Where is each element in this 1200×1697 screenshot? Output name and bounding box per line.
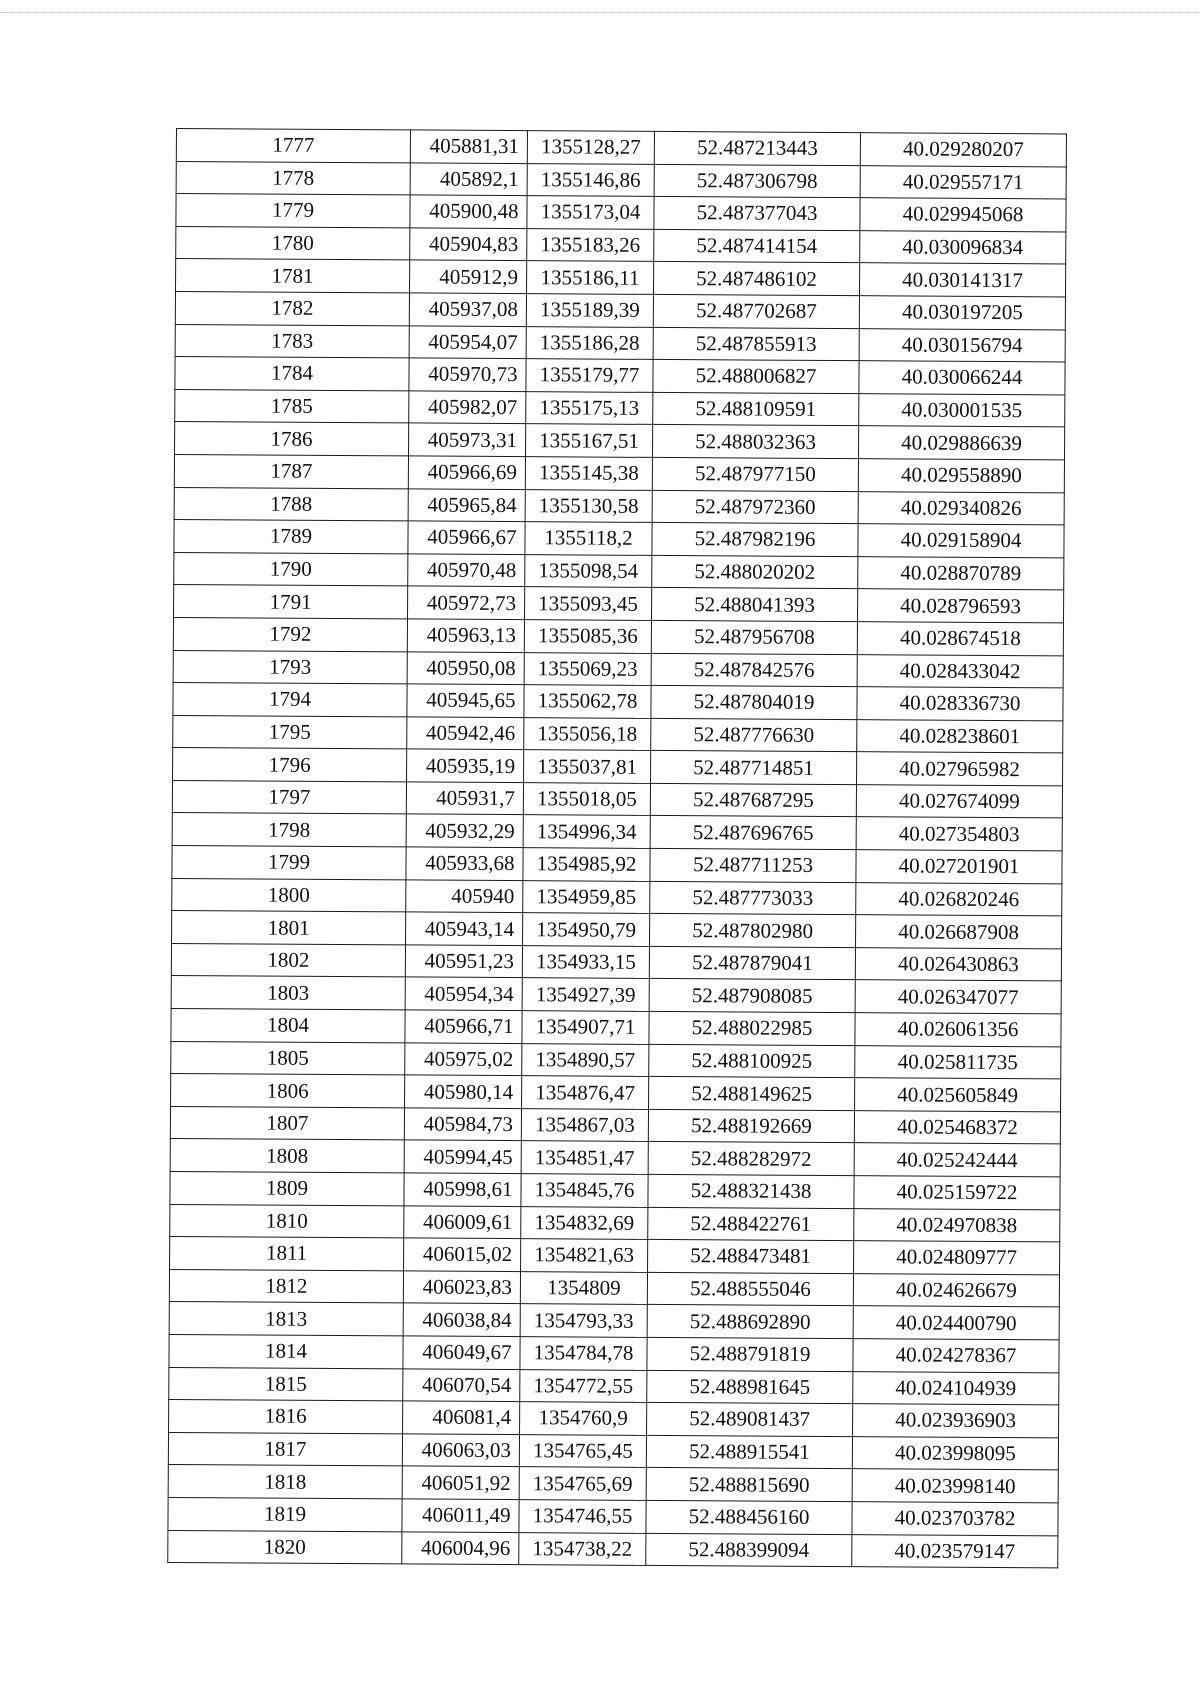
- y-coordinate-cell: 1354907,71: [522, 1011, 649, 1044]
- point-number-cell: 1794: [173, 683, 407, 717]
- longitude-cell: 40.029557171: [860, 165, 1066, 199]
- latitude-cell: 52.488321438: [648, 1174, 854, 1208]
- latitude-cell: 52.487377043: [654, 197, 860, 231]
- y-coordinate-cell: 1354950,79: [523, 913, 650, 946]
- table-row: [168, 1530, 1058, 1568]
- y-coordinate-cell: 1354867,03: [521, 1108, 648, 1141]
- table-row: [171, 976, 1061, 1014]
- table-row: [173, 650, 1063, 688]
- longitude-cell: 40.028870789: [858, 556, 1064, 590]
- longitude-cell: 40.024970838: [854, 1208, 1060, 1242]
- table-row: [170, 1204, 1060, 1242]
- y-coordinate-cell: 1354738,22: [519, 1532, 646, 1565]
- longitude-cell: 40.028336730: [857, 687, 1063, 721]
- point-number-cell: 1806: [171, 1074, 405, 1108]
- x-coordinate-cell: 406063,03: [402, 1434, 519, 1467]
- point-number-cell: 1817: [168, 1432, 402, 1466]
- y-coordinate-cell: 1355145,38: [525, 457, 652, 490]
- table-row: [172, 813, 1062, 851]
- table-row: [175, 291, 1065, 329]
- page-edge-rule: [0, 12, 1200, 13]
- point-number-cell: 1796: [173, 748, 407, 782]
- y-coordinate-cell: 1354890,57: [522, 1043, 649, 1076]
- table-row: [173, 715, 1063, 753]
- longitude-cell: 40.025605849: [855, 1078, 1061, 1112]
- y-coordinate-cell: 1355167,51: [525, 424, 652, 457]
- x-coordinate-cell: 405954,34: [405, 977, 522, 1010]
- point-number-cell: 1789: [174, 520, 408, 554]
- longitude-cell: 40.024809777: [854, 1241, 1060, 1275]
- latitude-cell: 52.487711253: [650, 848, 856, 882]
- longitude-cell: 40.030066244: [859, 361, 1065, 395]
- table-row: [174, 552, 1064, 590]
- point-number-cell: 1786: [175, 422, 409, 456]
- y-coordinate-cell: 1355056,18: [524, 717, 651, 750]
- longitude-cell: 40.026347077: [855, 980, 1061, 1014]
- point-number-cell: 1809: [170, 1171, 404, 1205]
- x-coordinate-cell: 405973,31: [409, 423, 526, 456]
- x-coordinate-cell: 405937,08: [409, 293, 526, 326]
- latitude-cell: 52.487714851: [651, 751, 857, 785]
- point-number-cell: 1808: [170, 1139, 404, 1173]
- latitude-cell: 52.487687295: [650, 783, 856, 817]
- point-number-cell: 1795: [173, 715, 407, 749]
- latitude-cell: 52.487414154: [654, 229, 860, 263]
- x-coordinate-cell: 405940: [406, 880, 523, 913]
- latitude-cell: 52.488399094: [646, 1533, 852, 1567]
- longitude-cell: 40.030197205: [859, 296, 1065, 330]
- longitude-cell: 40.028238601: [857, 719, 1063, 753]
- table-row: [175, 422, 1065, 460]
- point-number-cell: 1804: [171, 1009, 405, 1043]
- latitude-cell: 52.487879041: [649, 946, 855, 980]
- table-row: [176, 161, 1066, 199]
- latitude-cell: 52.487972360: [652, 490, 858, 524]
- latitude-cell: 52.487908085: [649, 979, 855, 1013]
- x-coordinate-cell: 405904,83: [410, 228, 527, 261]
- x-coordinate-cell: 405998,61: [404, 1173, 521, 1206]
- coordinates-table-body: [168, 129, 1067, 1569]
- y-coordinate-cell: 1354746,55: [519, 1500, 646, 1533]
- point-number-cell: 1783: [175, 324, 409, 358]
- x-coordinate-cell: 405984,73: [404, 1108, 521, 1141]
- x-coordinate-cell: 405966,71: [405, 1010, 522, 1043]
- y-coordinate-cell: 1355179,77: [526, 359, 653, 392]
- point-number-cell: 1816: [169, 1400, 403, 1434]
- point-number-cell: 1812: [169, 1269, 403, 1303]
- table-row: [176, 226, 1066, 264]
- point-number-cell: 1802: [171, 943, 405, 977]
- x-coordinate-cell: 405994,45: [404, 1140, 521, 1173]
- y-coordinate-cell: 1355069,23: [524, 652, 651, 685]
- y-coordinate-cell: 1354784,78: [520, 1337, 647, 1370]
- latitude-cell: 52.488692890: [647, 1305, 853, 1339]
- table-row: [169, 1302, 1059, 1340]
- point-number-cell: 1815: [169, 1367, 403, 1401]
- y-coordinate-cell: 1354765,69: [519, 1467, 646, 1500]
- latitude-cell: 52.488473481: [648, 1240, 854, 1274]
- point-number-cell: 1782: [175, 291, 409, 325]
- table-row: [170, 1237, 1060, 1275]
- coordinates-table: [167, 128, 1067, 1569]
- latitude-cell: 52.488041393: [652, 588, 858, 622]
- longitude-cell: 40.028674518: [857, 622, 1063, 656]
- y-coordinate-cell: 1354832,69: [521, 1206, 648, 1239]
- table-row: [170, 1106, 1060, 1144]
- table-row: [175, 324, 1065, 362]
- longitude-cell: 40.026820246: [856, 882, 1062, 916]
- point-number-cell: 1777: [176, 129, 410, 163]
- x-coordinate-cell: 405975,02: [405, 1043, 522, 1076]
- latitude-cell: 52.488109591: [653, 392, 859, 426]
- longitude-cell: 40.029945068: [860, 198, 1066, 232]
- longitude-cell: 40.027354803: [856, 817, 1062, 851]
- longitude-cell: 40.029280207: [860, 133, 1066, 167]
- latitude-cell: 52.488020202: [652, 555, 858, 589]
- longitude-cell: 40.025811735: [855, 1045, 1061, 1079]
- y-coordinate-cell: 1355062,78: [524, 685, 651, 718]
- table-row: [174, 487, 1064, 525]
- point-number-cell: 1790: [174, 552, 408, 586]
- y-coordinate-cell: 1354927,39: [522, 978, 649, 1011]
- x-coordinate-cell: 406023,83: [403, 1271, 520, 1304]
- table-row: [170, 1139, 1060, 1177]
- latitude-cell: 52.488006827: [653, 360, 859, 394]
- y-coordinate-cell: 1354845,76: [521, 1174, 648, 1207]
- x-coordinate-cell: 405892,1: [410, 163, 527, 196]
- y-coordinate-cell: 1355037,81: [524, 750, 651, 783]
- table-row: [169, 1269, 1059, 1307]
- latitude-cell: 52.488100925: [649, 1044, 855, 1078]
- x-coordinate-cell: 405881,31: [410, 130, 527, 163]
- y-coordinate-cell: 1354851,47: [521, 1141, 648, 1174]
- longitude-cell: 40.024278367: [853, 1339, 1059, 1373]
- x-coordinate-cell: 405972,73: [408, 586, 525, 619]
- point-number-cell: 1811: [170, 1237, 404, 1271]
- latitude-cell: 52.487702687: [653, 294, 859, 328]
- table-row: [168, 1432, 1058, 1470]
- y-coordinate-cell: 1355186,11: [526, 261, 653, 294]
- x-coordinate-cell: 405970,48: [408, 554, 525, 587]
- latitude-cell: 52.487977150: [652, 457, 858, 491]
- point-number-cell: 1797: [172, 780, 406, 814]
- longitude-cell: 40.025468372: [854, 1110, 1060, 1144]
- x-coordinate-cell: 405970,73: [409, 358, 526, 391]
- longitude-cell: 40.029158904: [858, 524, 1064, 558]
- point-number-cell: 1791: [174, 585, 408, 619]
- longitude-cell: 40.023998140: [852, 1469, 1058, 1503]
- x-coordinate-cell: 405933,68: [406, 847, 523, 880]
- longitude-cell: 40.025242444: [854, 1143, 1060, 1177]
- longitude-cell: 40.027201901: [856, 850, 1062, 884]
- y-coordinate-cell: 1355098,54: [525, 554, 652, 587]
- x-coordinate-cell: 405980,14: [405, 1075, 522, 1108]
- point-number-cell: 1784: [175, 357, 409, 391]
- longitude-cell: 40.025159722: [854, 1176, 1060, 1210]
- latitude-cell: 52.488192669: [648, 1109, 854, 1143]
- latitude-cell: 52.487842576: [651, 653, 857, 687]
- point-number-cell: 1781: [176, 259, 410, 293]
- y-coordinate-cell: 1355183,26: [527, 228, 654, 261]
- table-row: [169, 1334, 1059, 1372]
- longitude-cell: 40.026687908: [856, 915, 1062, 949]
- latitude-cell: 52.487982196: [652, 523, 858, 557]
- x-coordinate-cell: 405954,07: [409, 325, 526, 358]
- point-number-cell: 1813: [169, 1302, 403, 1336]
- table-row: [173, 617, 1063, 655]
- latitude-cell: 52.488791819: [647, 1337, 853, 1371]
- point-number-cell: 1818: [168, 1465, 402, 1499]
- y-coordinate-cell: 1355093,45: [525, 587, 652, 620]
- x-coordinate-cell: 405950,08: [407, 651, 524, 684]
- y-coordinate-cell: 1354760,9: [520, 1402, 647, 1435]
- latitude-cell: 52.489081437: [647, 1403, 853, 1437]
- longitude-cell: 40.027674099: [856, 785, 1062, 819]
- table-row: [172, 780, 1062, 818]
- y-coordinate-cell: 1354809: [520, 1271, 647, 1304]
- y-coordinate-cell: 1354772,55: [520, 1369, 647, 1402]
- longitude-cell: 40.028796593: [857, 589, 1063, 623]
- table-row: [174, 454, 1064, 492]
- x-coordinate-cell: 406081,4: [403, 1401, 520, 1434]
- latitude-cell: 52.487804019: [651, 686, 857, 720]
- table-row: [171, 1009, 1061, 1047]
- point-number-cell: 1780: [176, 226, 410, 260]
- longitude-cell: 40.030156794: [859, 328, 1065, 362]
- table-row: [168, 1465, 1058, 1503]
- x-coordinate-cell: 405965,84: [408, 488, 525, 521]
- latitude-cell: 52.487486102: [653, 262, 859, 296]
- table-row: [171, 1041, 1061, 1079]
- table-row: [169, 1367, 1059, 1405]
- y-coordinate-cell: 1355085,36: [524, 620, 651, 653]
- point-number-cell: 1805: [171, 1041, 405, 1075]
- longitude-cell: 40.024626679: [853, 1273, 1059, 1307]
- table-row: [174, 585, 1064, 623]
- x-coordinate-cell: 405900,48: [410, 195, 527, 228]
- y-coordinate-cell: 1354933,15: [522, 945, 649, 978]
- table-row: [176, 259, 1066, 297]
- x-coordinate-cell: 405943,14: [406, 912, 523, 945]
- latitude-cell: 52.488022985: [649, 1011, 855, 1045]
- table-row: [170, 1171, 1060, 1209]
- y-coordinate-cell: 1355130,58: [525, 489, 652, 522]
- y-coordinate-cell: 1354876,47: [522, 1076, 649, 1109]
- y-coordinate-cell: 1355189,39: [526, 294, 653, 327]
- x-coordinate-cell: 406049,67: [403, 1336, 520, 1369]
- y-coordinate-cell: 1355175,13: [526, 391, 653, 424]
- x-coordinate-cell: 406038,84: [403, 1303, 520, 1336]
- latitude-cell: 52.487956708: [651, 620, 857, 654]
- latitude-cell: 52.488915541: [646, 1435, 852, 1469]
- y-coordinate-cell: 1355128,27: [527, 131, 654, 164]
- x-coordinate-cell: 405982,07: [409, 391, 526, 424]
- table-row: [173, 748, 1063, 786]
- latitude-cell: 52.487802980: [650, 914, 856, 948]
- x-coordinate-cell: 406051,92: [402, 1466, 519, 1499]
- table-row: [169, 1400, 1059, 1438]
- longitude-cell: 40.023936903: [853, 1404, 1059, 1438]
- table-row: [175, 357, 1065, 395]
- latitude-cell: 52.487855913: [653, 327, 859, 361]
- y-coordinate-cell: 1355018,05: [523, 783, 650, 816]
- x-coordinate-cell: 405963,13: [407, 619, 524, 652]
- point-number-cell: 1779: [176, 194, 410, 228]
- point-number-cell: 1788: [174, 487, 408, 521]
- table-row: [176, 194, 1066, 232]
- point-number-cell: 1807: [170, 1106, 404, 1140]
- x-coordinate-cell: 405912,9: [409, 260, 526, 293]
- y-coordinate-cell: 1355118,2: [525, 522, 652, 555]
- longitude-cell: 40.024104939: [853, 1371, 1059, 1405]
- point-number-cell: 1793: [173, 650, 407, 684]
- latitude-cell: 52.488422761: [648, 1207, 854, 1241]
- table-row: [175, 389, 1065, 427]
- longitude-cell: 40.026430863: [855, 948, 1061, 982]
- point-number-cell: 1801: [172, 911, 406, 945]
- point-number-cell: 1800: [172, 878, 406, 912]
- longitude-cell: 40.027965982: [857, 752, 1063, 786]
- point-number-cell: 1810: [170, 1204, 404, 1238]
- y-coordinate-cell: 1354821,63: [521, 1239, 648, 1272]
- longitude-cell: 40.028433042: [857, 654, 1063, 688]
- y-coordinate-cell: 1354765,45: [519, 1434, 646, 1467]
- longitude-cell: 40.023579147: [852, 1534, 1058, 1568]
- x-coordinate-cell: 405945,65: [407, 684, 524, 717]
- table-row: [176, 129, 1066, 167]
- longitude-cell: 40.029886639: [858, 426, 1064, 460]
- point-number-cell: 1792: [173, 617, 407, 651]
- latitude-cell: 52.487213443: [654, 131, 860, 165]
- table-row: [171, 943, 1061, 981]
- x-coordinate-cell: 406011,49: [402, 1499, 519, 1532]
- table-row: [172, 878, 1062, 916]
- latitude-cell: 52.488032363: [652, 425, 858, 459]
- x-coordinate-cell: 405932,29: [406, 814, 523, 847]
- point-number-cell: 1820: [168, 1530, 402, 1564]
- longitude-cell: 40.030096834: [860, 230, 1066, 264]
- latitude-cell: 52.488282972: [648, 1142, 854, 1176]
- y-coordinate-cell: 1354985,92: [523, 848, 650, 881]
- table-row: [173, 683, 1063, 721]
- y-coordinate-cell: 1355186,28: [526, 326, 653, 359]
- point-number-cell: 1814: [169, 1334, 403, 1368]
- longitude-cell: 40.023998095: [852, 1436, 1058, 1470]
- table-row: [171, 1074, 1061, 1112]
- y-coordinate-cell: 1355146,86: [527, 163, 654, 196]
- latitude-cell: 52.487696765: [650, 816, 856, 850]
- longitude-cell: 40.030001535: [859, 393, 1065, 427]
- latitude-cell: 52.487773033: [650, 881, 856, 915]
- latitude-cell: 52.488981645: [647, 1370, 853, 1404]
- latitude-cell: 52.488456160: [646, 1500, 852, 1534]
- latitude-cell: 52.487776630: [651, 718, 857, 752]
- point-number-cell: 1787: [174, 454, 408, 488]
- point-number-cell: 1785: [175, 389, 409, 423]
- latitude-cell: 52.488555046: [647, 1272, 853, 1306]
- y-coordinate-cell: 1354793,33: [520, 1304, 647, 1337]
- x-coordinate-cell: 406009,61: [404, 1206, 521, 1239]
- x-coordinate-cell: 406004,96: [402, 1531, 519, 1564]
- longitude-cell: 40.023703782: [852, 1502, 1058, 1536]
- longitude-cell: 40.029558890: [858, 459, 1064, 493]
- x-coordinate-cell: 405942,46: [407, 717, 524, 750]
- x-coordinate-cell: 405935,19: [407, 749, 524, 782]
- x-coordinate-cell: 405966,69: [408, 456, 525, 489]
- latitude-cell: 52.487306798: [654, 164, 860, 198]
- latitude-cell: 52.488149625: [649, 1077, 855, 1111]
- table-row: [168, 1497, 1058, 1535]
- y-coordinate-cell: 1354996,34: [523, 815, 650, 848]
- longitude-cell: 40.030141317: [859, 263, 1065, 297]
- table-row: [172, 846, 1062, 884]
- y-coordinate-cell: 1355173,04: [527, 196, 654, 229]
- point-number-cell: 1803: [171, 976, 405, 1010]
- x-coordinate-cell: 405931,7: [406, 782, 523, 815]
- point-number-cell: 1798: [172, 813, 406, 847]
- table-row: [172, 911, 1062, 949]
- point-number-cell: 1799: [172, 846, 406, 880]
- longitude-cell: 40.024400790: [853, 1306, 1059, 1340]
- x-coordinate-cell: 406070,54: [403, 1368, 520, 1401]
- x-coordinate-cell: 406015,02: [404, 1238, 521, 1271]
- latitude-cell: 52.488815690: [646, 1468, 852, 1502]
- x-coordinate-cell: 405966,67: [408, 521, 525, 554]
- longitude-cell: 40.029340826: [858, 491, 1064, 525]
- y-coordinate-cell: 1354959,85: [523, 880, 650, 913]
- table-row: [174, 520, 1064, 558]
- point-number-cell: 1819: [168, 1497, 402, 1531]
- x-coordinate-cell: 405951,23: [405, 945, 522, 978]
- point-number-cell: 1778: [176, 161, 410, 195]
- longitude-cell: 40.026061356: [855, 1013, 1061, 1047]
